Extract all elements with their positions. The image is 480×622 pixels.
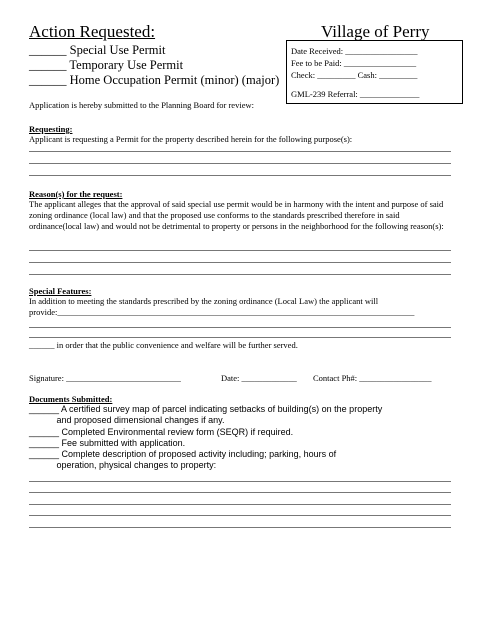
option-special-use[interactable]: ______ Special Use Permit [29, 43, 166, 57]
reasons-line[interactable] [29, 274, 451, 275]
village-title: Village of Perry [321, 22, 430, 41]
document-item-seqr[interactable]: ______ Completed Environmental review form (SEQR) if required. [29, 427, 294, 437]
date-received-field[interactable]: Date Received: _________________ [291, 46, 418, 56]
special-closing-text: ______ in order that the public convenience and welfare will be further served. [29, 340, 298, 350]
reasons-heading: Reason(s) for the request: [29, 189, 123, 199]
description-line[interactable] [29, 527, 451, 528]
document-item-description-cont: operation, physical changes to property: [29, 460, 217, 470]
special-features-text: In addition to meeting the standards prescribed by the zoning ordinance (Local Law) the applicant will [29, 296, 379, 306]
option-home-occupation[interactable]: ______ Home Occupation Permit (minor) (major) [29, 73, 280, 87]
reasons-line[interactable] [29, 262, 451, 263]
requesting-heading: Requesting: [29, 124, 73, 134]
reasons-text: The applicant alleges that the approval of said special use permit would be in harmony with the intent and purpose of said zoning ordinance (local law) and that the proposed use conforms to the standards prescribed therefore in said ordinance(local law) and would not be detrimental to property or persons in the neighborhood for the following reason(s): [29, 199, 444, 231]
action-requested-title: Action Requested: [29, 22, 156, 41]
requesting-line[interactable] [29, 175, 451, 176]
documents-heading: Documents Submitted: [29, 394, 113, 404]
requesting-line[interactable] [29, 163, 451, 164]
check-cash-field[interactable]: Check: _________ Cash: _________ [291, 70, 418, 80]
document-item-survey[interactable]: ______ A certified survey map of parcel indicating setbacks of building(s) on the property [29, 404, 383, 414]
requesting-text: Applicant is requesting a Permit for the property described herein for the following purpose(s): [29, 134, 353, 144]
signature-field[interactable]: Signature: ___________________________ [29, 373, 181, 383]
document-item-fee[interactable]: ______ Fee submitted with application. [29, 438, 186, 448]
date-field[interactable]: Date: _____________ [221, 373, 297, 383]
description-line[interactable] [29, 504, 451, 505]
provide-field[interactable]: provide:____________________________________________________________________________________ [29, 307, 415, 317]
special-features-heading: Special Features: [29, 286, 92, 296]
reasons-line[interactable] [29, 250, 451, 251]
requesting-line[interactable] [29, 151, 451, 152]
intro-text: Application is hereby submitted to the Planning Board for review: [29, 100, 254, 110]
document-item-survey-cont: and proposed dimensional changes if any. [29, 415, 225, 425]
document-item-description[interactable]: ______ Complete description of proposed activity including; parking, hours of [29, 449, 337, 459]
gml-referral-field[interactable]: GML-239 Referral: ______________ [291, 89, 420, 99]
description-line[interactable] [29, 515, 451, 516]
special-line[interactable] [29, 337, 451, 338]
option-temporary-use[interactable]: ______ Temporary Use Permit [29, 58, 184, 72]
special-line[interactable] [29, 327, 451, 328]
contact-phone-field[interactable]: Contact Ph#: _________________ [313, 373, 432, 383]
description-line[interactable] [29, 492, 451, 493]
description-line[interactable] [29, 481, 451, 482]
fee-to-be-paid-field[interactable]: Fee to be Paid: _________________ [291, 58, 417, 68]
